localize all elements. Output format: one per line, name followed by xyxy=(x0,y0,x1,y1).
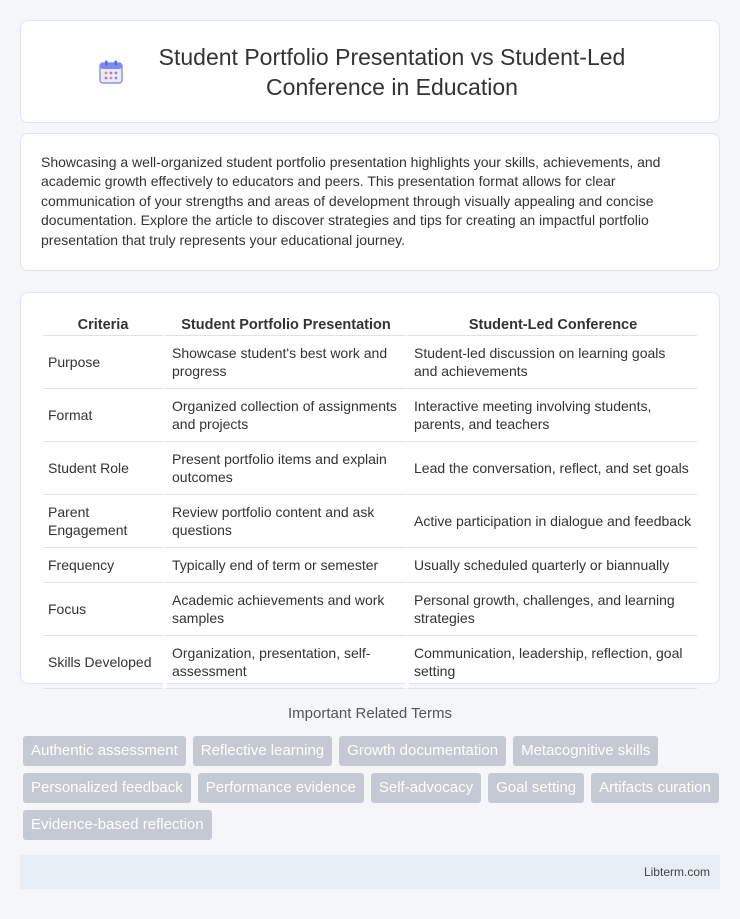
intro-card xyxy=(20,133,720,271)
comparison-table xyxy=(43,313,697,689)
table-row xyxy=(43,442,697,495)
column-header-conference: Student-Led Conference xyxy=(405,313,697,336)
table-row xyxy=(43,583,697,636)
criteria-cell: Format xyxy=(43,389,163,442)
conference-cell: Active participation in dialogue and feedback xyxy=(405,495,697,548)
criteria-cell: Purpose xyxy=(43,336,163,389)
criteria-cell: Focus xyxy=(43,583,163,636)
related-terms-list xyxy=(23,736,723,840)
related-term-tag[interactable]: Authentic assessment xyxy=(23,736,186,766)
footer xyxy=(20,855,720,889)
criteria-cell: Student Role xyxy=(43,442,163,495)
conference-cell: Student-led discussion on learning goals and achievements xyxy=(405,336,697,389)
criteria-cell: Skills Developed xyxy=(43,636,163,689)
portfolio-cell: Review portfolio content and ask questions xyxy=(163,495,405,548)
portfolio-cell: Showcase student's best work and progress xyxy=(163,336,405,389)
related-term-tag[interactable]: Evidence-based reflection xyxy=(23,810,212,840)
conference-cell: Lead the conversation, reflect, and set goals xyxy=(405,442,697,495)
portfolio-cell: Present portfolio items and explain outcomes xyxy=(163,442,405,495)
portfolio-cell: Organized collection of assignments and projects xyxy=(163,389,405,442)
table-row xyxy=(43,495,697,548)
related-term-tag[interactable]: Goal setting xyxy=(488,773,584,803)
calendar-icon xyxy=(98,59,124,85)
conference-cell: Interactive meeting involving students, parents, and teachers xyxy=(405,389,697,442)
related-term-tag[interactable]: Reflective learning xyxy=(193,736,332,766)
related-term-tag[interactable]: Metacognitive skills xyxy=(513,736,658,766)
comparison-table-card xyxy=(20,292,720,684)
column-header-portfolio: Student Portfolio Presentation xyxy=(163,313,405,336)
related-term-tag[interactable]: Growth documentation xyxy=(339,736,506,766)
table-row xyxy=(43,336,697,389)
table-row xyxy=(43,548,697,583)
criteria-cell: Frequency xyxy=(43,548,163,583)
title-card xyxy=(20,20,720,123)
criteria-cell: Parent Engagement xyxy=(43,495,163,548)
related-term-tag[interactable]: Artifacts curation xyxy=(591,773,719,803)
portfolio-cell: Academic achievements and work samples xyxy=(163,583,405,636)
related-term-tag[interactable]: Self-advocacy xyxy=(371,773,481,803)
portfolio-cell: Typically end of term or semester xyxy=(163,548,405,583)
portfolio-cell: Organization, presentation, self-assessment xyxy=(163,636,405,689)
footer-site-link[interactable]: Libterm.com xyxy=(643,865,710,879)
conference-cell: Usually scheduled quarterly or biannually xyxy=(405,548,697,583)
conference-cell: Communication, leadership, reflection, goal setting xyxy=(405,636,697,689)
page-title: Student Portfolio Presentation vs Student-Led Conference in Education xyxy=(158,43,626,100)
conference-cell: Personal growth, challenges, and learning strategies xyxy=(405,583,697,636)
related-term-tag[interactable]: Performance evidence xyxy=(198,773,364,803)
table-row xyxy=(43,636,697,689)
table-header-row xyxy=(43,313,697,336)
column-header-criteria: Criteria xyxy=(43,313,163,336)
table-row xyxy=(43,389,697,442)
related-terms-heading: Important Related Terms xyxy=(288,705,452,722)
intro-paragraph: Showcasing a well-organized student portfolio presentation highlights your skills, achievements, and academic growth effectively to educators and peers. This presentation format allows for clear communication of your strengths and areas of development through visually appealing and concise documentation. Explore the article to discover strategies and tips for creating an impactful portfolio presentation that truly represents your educational journey. xyxy=(41,154,661,248)
related-term-tag[interactable]: Personalized feedback xyxy=(23,773,191,803)
